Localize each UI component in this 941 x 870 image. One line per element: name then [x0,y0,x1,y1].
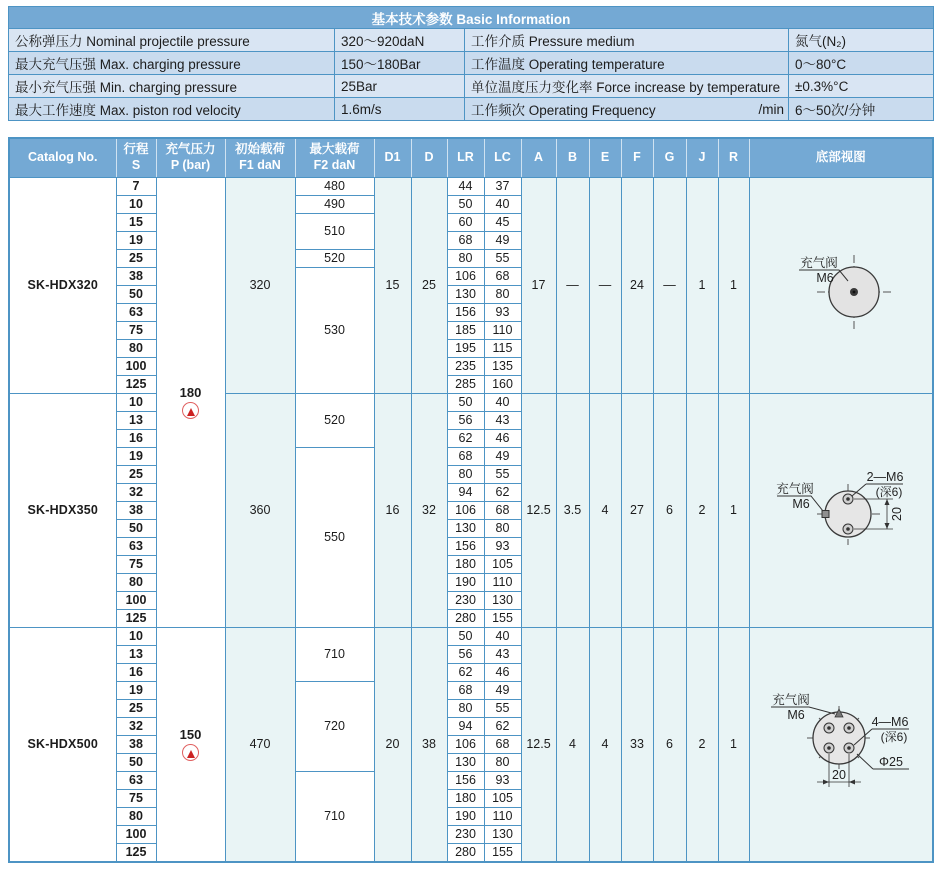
cell-max-load-f2: 710 [295,628,374,682]
warning-icon [182,744,199,761]
cell-max-load-f2: 480 [295,178,374,196]
cell-lr: 80 [447,466,484,484]
cell-lc: 93 [484,304,521,322]
cell-lc: 40 [484,196,521,214]
cell-max-load-f2: 550 [295,448,374,628]
charge-valve [822,510,829,517]
cell-lc: 110 [484,808,521,826]
cell-lc: 93 [484,772,521,790]
param-value: 1.6m/s [335,98,465,121]
cell-lr: 50 [447,196,484,214]
cell-max-load-f2: 520 [295,250,374,268]
bottom-view-diagram-hdx500 [751,635,931,850]
cell-lc: 49 [484,682,521,700]
cell-j: 2 [686,628,718,863]
cell-max-load-f2: 510 [295,214,374,250]
cell-lc: 110 [484,322,521,340]
cell-initial-load-f1: 320 [225,178,295,394]
col-header-s: 行程 S [116,138,156,178]
cell-bottom-view [749,628,933,863]
cell-lr: 190 [447,574,484,592]
cell-stroke-s: 32 [116,484,156,502]
cell-lc: 155 [484,610,521,628]
cell-stroke-s: 125 [116,376,156,394]
cell-lr: 80 [447,700,484,718]
cell-lc: 55 [484,250,521,268]
cell-lc: 49 [484,448,521,466]
cell-lc: 46 [484,664,521,682]
col-header-a: A [521,138,556,178]
cell-max-load-f2: 520 [295,394,374,448]
cell-a: 17 [521,178,556,394]
cell-initial-load-f1: 360 [225,394,295,628]
cell-d: 25 [411,178,447,394]
cell-lr: 50 [447,394,484,412]
cell-g: — [653,178,686,394]
cell-lc: 130 [484,592,521,610]
cell-stroke-s: 19 [116,682,156,700]
param-label: 最大工作速度 Max. piston rod velocity [9,98,335,121]
cell-stroke-s: 38 [116,736,156,754]
cell-charging-pressure [156,178,225,628]
cell-lr: 285 [447,376,484,394]
cell-stroke-s: 50 [116,286,156,304]
cell-lr: 68 [447,232,484,250]
basic-info-row [9,75,934,98]
cell-stroke-s: 13 [116,646,156,664]
basic-info-row [9,98,934,121]
col-header-g: G [653,138,686,178]
cell-lc: 55 [484,466,521,484]
cell-lr: 180 [447,556,484,574]
cell-lc: 46 [484,430,521,448]
cell-catalog-no: SK-HDX320 [9,178,116,394]
cell-j: 2 [686,394,718,628]
cell-lc: 160 [484,376,521,394]
cell-lr: 180 [447,790,484,808]
col-header-b: B [556,138,589,178]
cell-lr: 280 [447,610,484,628]
col-header-j: J [686,138,718,178]
cell-stroke-s: 80 [116,808,156,826]
cell-lr: 130 [447,286,484,304]
param-label [465,98,789,121]
col-header-catalog: Catalog No. [9,138,116,178]
cell-d: 32 [411,394,447,628]
valve-label: 充气阀 [771,693,810,708]
cell-stroke-s: 100 [116,826,156,844]
param-value: 150～180Bar [335,52,465,75]
cell-stroke-s: 50 [116,754,156,772]
cell-lc: 40 [484,628,521,646]
cell-lc: 68 [484,502,521,520]
cell-stroke-s: 75 [116,790,156,808]
cell-g: 6 [653,394,686,628]
cell-stroke-s: 15 [116,214,156,232]
cell-stroke-s: 25 [116,466,156,484]
cell-lc: 40 [484,394,521,412]
col-header-f: F [621,138,653,178]
cell-lc: 110 [484,574,521,592]
cell-stroke-s: 75 [116,322,156,340]
cell-lc: 37 [484,178,521,196]
cell-a: 12.5 [521,628,556,863]
cell-lr: 156 [447,538,484,556]
valve-size-label: M6 [816,270,834,285]
pitch-dimension: 20 [889,506,904,521]
param-label: 单位温度压力变化率 Force increase by temperature [465,75,789,98]
cell-lc: 80 [484,754,521,772]
valve-label: 充气阀 [799,255,838,270]
cell-e: 4 [589,628,621,863]
cell-stroke-s: 100 [116,358,156,376]
basic-info-title: 基本技术参数 Basic Information [9,7,934,29]
cell-stroke-s: 50 [116,520,156,538]
cell-a: 12.5 [521,394,556,628]
cell-b: — [556,178,589,394]
cell-stroke-s: 100 [116,592,156,610]
cell-lr: 185 [447,322,484,340]
cell-stroke-s: 63 [116,304,156,322]
cell-lc: 62 [484,484,521,502]
cell-stroke-s: 13 [116,412,156,430]
cell-lc: 115 [484,340,521,358]
cell-lc: 68 [484,736,521,754]
cell-d1: 15 [374,178,411,394]
cell-stroke-s: 38 [116,268,156,286]
cell-stroke-s: 63 [116,772,156,790]
cell-lc: 105 [484,556,521,574]
cell-r: 1 [718,394,749,628]
cell-lc: 55 [484,700,521,718]
cell-j: 1 [686,178,718,394]
cell-lc: 43 [484,646,521,664]
cell-stroke-s: 80 [116,340,156,358]
param-value: 6～50次/分钟 [789,98,934,121]
col-header-r: R [718,138,749,178]
col-header-f1: 初始载荷 F1 daN [225,138,295,178]
param-label: 最大充气压强 Max. charging pressure [9,52,335,75]
cell-lr: 156 [447,304,484,322]
cell-lr: 68 [447,448,484,466]
cell-d: 38 [411,628,447,863]
cell-stroke-s: 19 [116,448,156,466]
cell-lc: 68 [484,268,521,286]
pitch-dimension: 20 [831,768,846,783]
cell-lr: 130 [447,754,484,772]
holes-label: 2—M6 [866,469,904,484]
cell-lr: 280 [447,844,484,863]
cell-stroke-s: 10 [116,394,156,412]
cell-lc: 49 [484,232,521,250]
cell-lc: 135 [484,358,521,376]
param-label-unit: /min [758,101,784,117]
cell-stroke-s: 25 [116,700,156,718]
cell-lr: 60 [447,214,484,232]
cell-lc: 155 [484,844,521,863]
cell-lr: 230 [447,592,484,610]
cell-stroke-s: 7 [116,178,156,196]
param-value: 25Bar [335,75,465,98]
valve-size-label: M6 [787,708,805,723]
cell-lr: 62 [447,430,484,448]
cell-lr: 94 [447,718,484,736]
table-row [9,178,933,196]
cell-stroke-s: 38 [116,502,156,520]
cell-d1: 16 [374,394,411,628]
depth-label: (深6) [875,484,903,499]
col-header-e: E [589,138,621,178]
cell-charging-pressure [156,628,225,863]
cell-lr: 106 [447,736,484,754]
cell-d1: 20 [374,628,411,863]
cell-lc: 130 [484,826,521,844]
cell-r: 1 [718,628,749,863]
cell-stroke-s: 16 [116,664,156,682]
cell-bottom-view [749,178,933,394]
basic-info-row [9,29,934,52]
valve-label: 充气阀 [775,481,814,496]
param-label: 工作介质 Pressure medium [465,29,789,52]
param-value: 320～920daN [335,29,465,52]
cell-g: 6 [653,628,686,863]
basic-info-title-row [9,7,934,29]
cell-lc: 43 [484,412,521,430]
cell-lr: 235 [447,358,484,376]
col-header-p: 充气压力 P (bar) [156,138,225,178]
cell-stroke-s: 16 [116,430,156,448]
bottom-view-diagram-hdx350 [751,404,931,614]
basic-info-table [8,6,934,121]
col-header-f2: 最大载荷 F2 daN [295,138,374,178]
cell-max-load-f2: 710 [295,772,374,863]
cell-lr: 230 [447,826,484,844]
param-label: 公称弹压力 Nominal projectile pressure [9,29,335,52]
cell-lr: 156 [447,772,484,790]
diameter-label: Φ25 [878,755,903,770]
cell-stroke-s: 75 [116,556,156,574]
table-row [9,628,933,646]
cell-stroke-s: 125 [116,610,156,628]
cell-stroke-s: 63 [116,538,156,556]
param-value: 氮气(N₂) [789,29,934,52]
main-table-header-row [9,138,933,178]
param-value: ±0.3%°C [789,75,934,98]
valve-body-circle [813,712,865,764]
param-label-text: 工作频次 Operating Frequency [471,103,656,118]
main-spec-table [8,137,934,863]
valve-size-label: M6 [792,496,810,511]
cell-lr: 56 [447,646,484,664]
cell-e: 4 [589,394,621,628]
cell-e: — [589,178,621,394]
cell-max-load-f2: 490 [295,196,374,214]
cell-lc: 105 [484,790,521,808]
cell-max-load-f2: 720 [295,682,374,772]
cell-r: 1 [718,178,749,394]
param-label: 最小充气压强 Min. charging pressure [9,75,335,98]
cell-f: 24 [621,178,653,394]
param-value: 0～80°C [789,52,934,75]
cell-lr: 94 [447,484,484,502]
cell-stroke-s: 25 [116,250,156,268]
cell-lr: 195 [447,340,484,358]
cell-lr: 62 [447,664,484,682]
cell-lc: 80 [484,520,521,538]
basic-info-row [9,52,934,75]
cell-bottom-view [749,394,933,628]
col-header-view: 底部视图 [749,138,933,178]
cell-b: 4 [556,628,589,863]
cell-stroke-s: 10 [116,628,156,646]
cell-lc: 93 [484,538,521,556]
cell-stroke-s: 10 [116,196,156,214]
charging-pressure-value: 150 [179,727,202,743]
cell-max-load-f2: 530 [295,268,374,394]
cell-lr: 68 [447,682,484,700]
col-header-d1: D1 [374,138,411,178]
col-header-lc: LC [484,138,521,178]
cell-f: 33 [621,628,653,863]
cell-lc: 62 [484,718,521,736]
cell-catalog-no: SK-HDX500 [9,628,116,863]
cell-f: 27 [621,394,653,628]
cell-stroke-s: 80 [116,574,156,592]
warning-icon [182,402,199,419]
cell-lr: 56 [447,412,484,430]
cell-lr: 190 [447,808,484,826]
cell-lr: 50 [447,628,484,646]
col-header-lr: LR [447,138,484,178]
cell-lc: 80 [484,286,521,304]
cell-catalog-no: SK-HDX350 [9,394,116,628]
cell-lc: 45 [484,214,521,232]
cell-lr: 106 [447,502,484,520]
bottom-view-diagram-hdx320 [751,184,931,384]
cell-stroke-s: 125 [116,844,156,863]
cell-stroke-s: 32 [116,718,156,736]
cell-lr: 80 [447,250,484,268]
param-label: 工作温度 Operating temperature [465,52,789,75]
holes-label: 4—M6 [871,715,909,730]
charging-pressure-value: 180 [179,385,202,401]
cell-stroke-s: 19 [116,232,156,250]
cell-lr: 130 [447,520,484,538]
depth-label: (深6) [880,730,908,745]
col-header-d: D [411,138,447,178]
cell-b: 3.5 [556,394,589,628]
table-row [9,394,933,412]
cell-lr: 106 [447,268,484,286]
cell-lr: 44 [447,178,484,196]
cell-initial-load-f1: 470 [225,628,295,863]
